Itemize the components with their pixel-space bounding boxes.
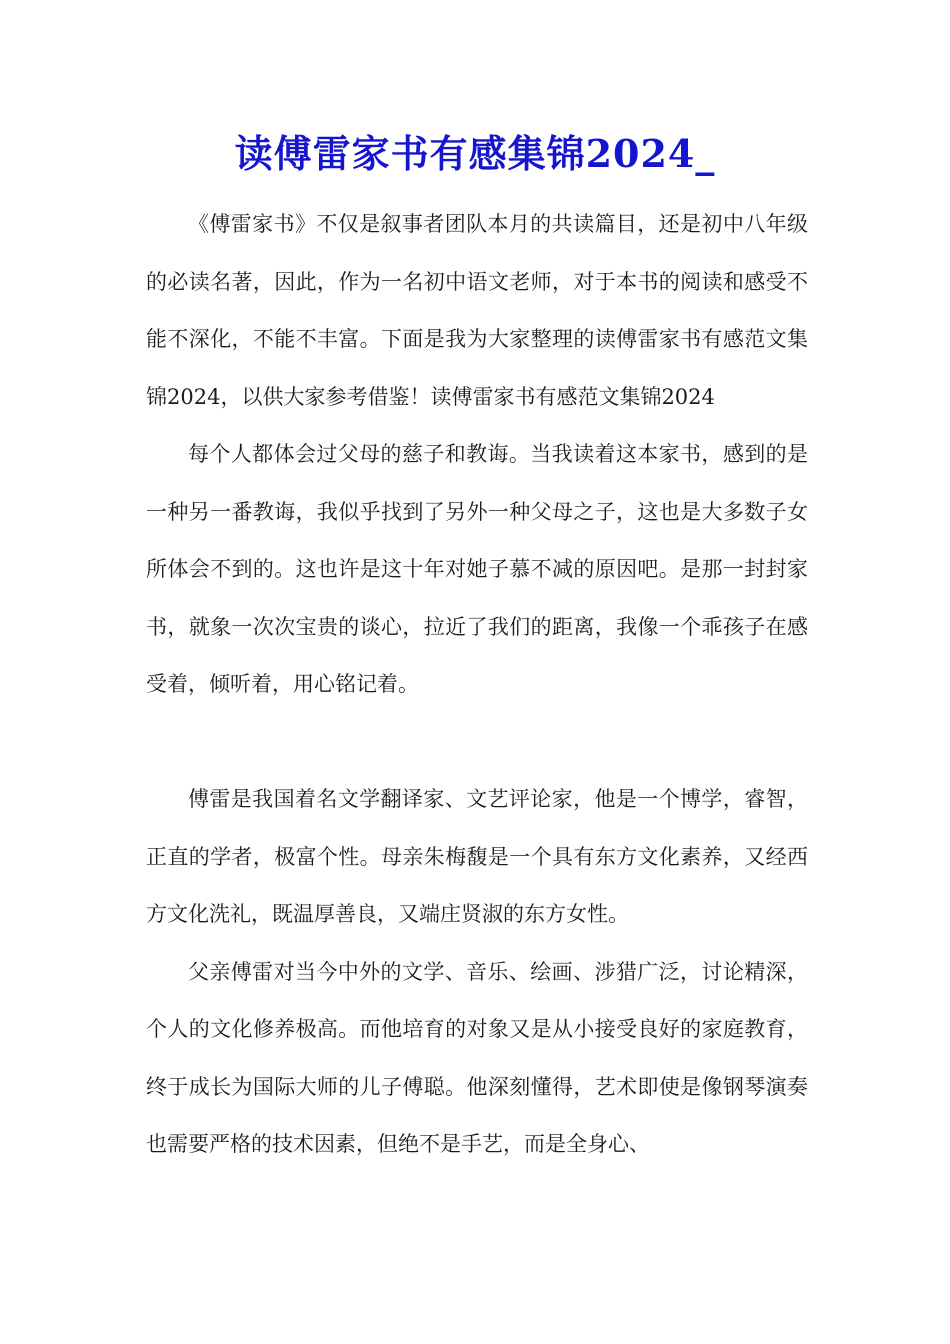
document-title: 读傅雷家书有感集锦2024_ bbox=[234, 131, 716, 176]
paragraph-2: 每个人都体会过父母的慈子和教诲。当我读着这本家书，感到的是一种另一番教诲，我似乎找到了另外一种父母之子，这也是大多数子女所体会不到的。这也许是这十年对她子慕不减的原因吧。是那一封封家书，就象一次次宝贵的谈心，拉近了我们的距离，我像一个乖孩子在感受着，倾听着，用心铭记着。 bbox=[146, 442, 808, 696]
blank-line bbox=[146, 714, 808, 772]
document-body bbox=[146, 196, 808, 1174]
paragraph-4: 父亲傅雷对当今中外的文学、音乐、绘画、涉猎广泛，讨论精深，个人的文化修养极高。而他培育的对象又是从小接受良好的家庭教育，终于成长为国际大师的儿子傅聪。他深刻懂得，艺术即使是像钢琴演奏也需要严格的技术因素，但绝不是手艺，而是全身心、 bbox=[146, 959, 808, 1156]
paragraph-intro: 《傅雷家书》不仅是叙事者团队本月的共读篇目，还是初中八年级的必读名著，因此，作为一名初中语文老师，对于本书的阅读和感受不能不深化，不能不丰富。下面是我为大家整理的读傅雷家书有感范文集锦2024，以供大家参考借鉴！读傅雷家书有感范文集锦2024 bbox=[146, 212, 808, 409]
paragraph-3: 傅雷是我国着名文学翻译家、文艺评论家，他是一个博学，睿智，正直的学者，极富个性。母亲朱梅馥是一个具有东方文化素养，又经西方文化洗礼，既温厚善良，又端庄贤淑的东方女性。 bbox=[146, 787, 808, 926]
